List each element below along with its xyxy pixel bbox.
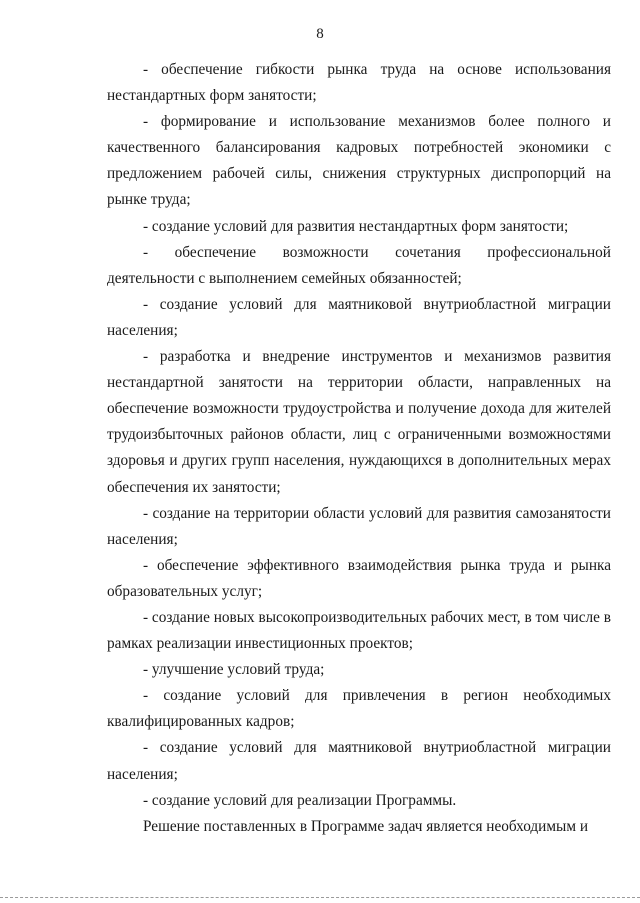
list-item: - создание условий для привлечения в регион необходимых квалифицированных кадров; xyxy=(107,687,611,731)
scan-edge-divider xyxy=(0,897,640,898)
list-item: - улучшение условий труда; xyxy=(143,661,325,679)
list-item: - разработка и внедрение инструментов и механизмов развития нестандартной занятости на территории области, направленных на обеспечение возможности трудоустройства и получение дохода для жителей трудоизбыточных районов области, лиц с ограниченными возможностями здоровья и других групп населения, нуждающихся в дополнительных мерах обеспечения их занятости; xyxy=(107,348,611,496)
list-item: - формирование и использование механизмов более полного и качественного балансирования кадровых потребностей экономики с предложением рабочей силы, снижения структурных диспропорций на рынке труда; xyxy=(107,113,611,209)
list-item: - создание условий для развития нестандартных форм занятости; xyxy=(143,217,569,235)
list-item: - создание новых высокопроизводительных рабочих мест, в том числе в рамках реализации инвестиционных проектов; xyxy=(107,608,611,653)
list-item: - создание условий для маятниковой внутриобластной миграции населения; xyxy=(107,739,611,783)
list-item: - обеспечение гибкости рынка труда на основе использования нестандартных форм занятости; xyxy=(107,61,611,105)
page-number: 8 xyxy=(316,26,324,42)
body-paragraph: Решение поставленных в Программе задач является необходимым и xyxy=(143,817,589,835)
list-item: - обеспечение эффективного взаимодействия рынка труда и рынка образовательных услуг; xyxy=(107,556,611,600)
list-item: - обеспечение возможности сочетания профессиональной деятельности с выполнением семейных обязанностей; xyxy=(107,243,611,287)
document-body xyxy=(107,57,611,840)
list-item: - создание условий для реализации Программы. xyxy=(143,791,457,809)
list-item: - создание на территории области условий для развития самозанятости населения; xyxy=(107,504,611,548)
list-item: - создание условий для маятниковой внутриобластной миграции населения; xyxy=(107,295,611,339)
